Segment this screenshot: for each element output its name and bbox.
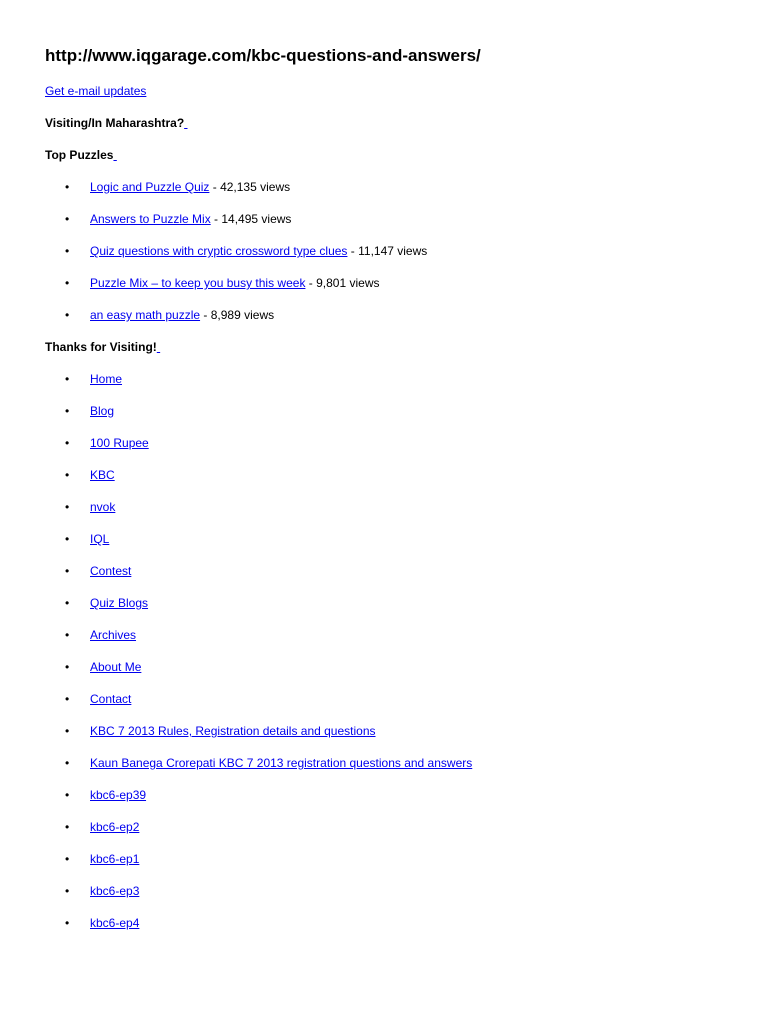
visiting-label: Visiting/In Maharashtra? — [45, 116, 185, 130]
bullet-icon: • — [65, 916, 70, 930]
list-item — [45, 499, 735, 515]
separator: - — [200, 308, 211, 322]
nav-link-kbc6-ep2[interactable]: kbc6-ep2 — [90, 820, 140, 834]
bullet-icon: • — [65, 372, 70, 386]
bullet-icon: • — [65, 212, 70, 226]
bullet-icon: • — [65, 180, 70, 194]
top-puzzles-trailing-link[interactable] — [113, 148, 116, 162]
separator: - — [210, 212, 222, 226]
bullet-icon: • — [65, 788, 70, 802]
bullet-icon: • — [65, 404, 70, 418]
nav-link-100-rupee[interactable]: 100 Rupee — [90, 436, 149, 450]
nav-link-blog[interactable]: Blog — [90, 404, 115, 418]
list-item — [45, 595, 735, 611]
list-item — [45, 691, 735, 707]
bullet-icon: • — [65, 244, 70, 258]
nav-link-quiz-blogs[interactable]: Quiz Blogs — [90, 596, 149, 610]
list-item — [45, 403, 735, 419]
separator: - — [305, 276, 317, 290]
nav-link-kbc7-rules[interactable]: KBC 7 2013 Rules, Registration details and questions — [90, 724, 376, 738]
nav-link-contact[interactable]: Contact — [90, 692, 132, 706]
list-item — [45, 563, 735, 579]
visiting-trailing-link[interactable] — [184, 116, 187, 130]
email-updates-line — [45, 83, 735, 99]
nav-link-archives[interactable]: Archives — [90, 628, 137, 642]
bullet-icon: • — [65, 596, 70, 610]
view-count: 42,135 views — [220, 180, 291, 194]
list-item — [45, 819, 735, 835]
list-item — [45, 435, 735, 451]
top-puzzles-heading — [45, 147, 735, 163]
bullet-icon: • — [65, 884, 70, 898]
separator: - — [347, 244, 359, 258]
view-count: 8,989 views — [210, 308, 275, 322]
top-puzzles-list — [45, 179, 735, 323]
list-item — [45, 307, 735, 323]
bullet-icon: • — [65, 564, 70, 578]
thanks-text — [45, 339, 735, 355]
nav-link-kbc[interactable]: KBC — [90, 468, 115, 482]
nav-link-contest[interactable]: Contest — [90, 564, 132, 578]
view-count: 14,495 views — [221, 212, 292, 226]
top-puzzles-label: Top Puzzles — [45, 148, 114, 162]
list-item — [45, 883, 735, 899]
nav-link-about-me[interactable]: About Me — [90, 660, 142, 674]
list-item — [45, 179, 735, 195]
nav-link-nvok[interactable]: nvok — [90, 500, 116, 514]
puzzle-link[interactable]: Quiz questions with cryptic crossword type clues — [90, 244, 348, 258]
list-item — [45, 467, 735, 483]
bullet-icon: • — [65, 276, 70, 290]
list-item — [45, 275, 735, 291]
view-count: 11,147 views — [358, 244, 428, 258]
bullet-icon: • — [65, 532, 70, 546]
nav-link-kbc6-ep3[interactable]: kbc6-ep3 — [90, 884, 140, 898]
list-item — [45, 531, 735, 547]
list-item — [45, 659, 735, 675]
nav-link-kbc7-registration[interactable]: Kaun Banega Crorepati KBC 7 2013 registration questions and answers — [90, 756, 473, 770]
list-item — [45, 371, 735, 387]
bullet-icon: • — [65, 820, 70, 834]
nav-link-home[interactable]: Home — [90, 372, 123, 386]
bullet-icon: • — [65, 628, 70, 642]
list-item — [45, 915, 735, 931]
list-item — [45, 851, 735, 867]
bullet-icon: • — [65, 724, 70, 738]
list-item — [45, 211, 735, 227]
nav-link-kbc6-ep1[interactable]: kbc6-ep1 — [90, 852, 140, 866]
email-updates-link[interactable]: Get e-mail updates — [45, 84, 147, 98]
list-item — [45, 723, 735, 739]
thanks-trailing-link[interactable] — [157, 340, 160, 354]
bullet-icon: • — [65, 756, 70, 770]
thanks-label: Thanks for Visiting! — [45, 340, 157, 354]
document-page — [45, 44, 735, 947]
bullet-icon: • — [65, 692, 70, 706]
nav-link-kbc6-ep4[interactable]: kbc6-ep4 — [90, 916, 140, 930]
bullet-icon: • — [65, 660, 70, 674]
puzzle-link[interactable]: Logic and Puzzle Quiz — [90, 180, 210, 194]
view-count: 9,801 views — [316, 276, 380, 290]
bullet-icon: • — [65, 308, 70, 322]
puzzle-link[interactable]: Puzzle Mix – to keep you busy this week — [90, 276, 306, 290]
nav-link-kbc6-ep39[interactable]: kbc6-ep39 — [90, 788, 147, 802]
separator: - — [209, 180, 221, 194]
list-item — [45, 755, 735, 771]
nav-link-iql[interactable]: IQL — [90, 532, 110, 546]
bullet-icon: • — [65, 500, 70, 514]
page-url-heading: http://www.iqgarage.com/kbc-questions-and-answers/ — [45, 46, 481, 65]
nav-links-list — [45, 371, 735, 931]
visiting-text — [45, 115, 735, 131]
list-item — [45, 627, 735, 643]
bullet-icon: • — [65, 468, 70, 482]
list-item — [45, 243, 735, 259]
puzzle-link[interactable]: an easy math puzzle — [90, 308, 201, 322]
list-item — [45, 787, 735, 803]
bullet-icon: • — [65, 852, 70, 866]
bullet-icon: • — [65, 436, 70, 450]
puzzle-link[interactable]: Answers to Puzzle Mix — [90, 212, 211, 226]
